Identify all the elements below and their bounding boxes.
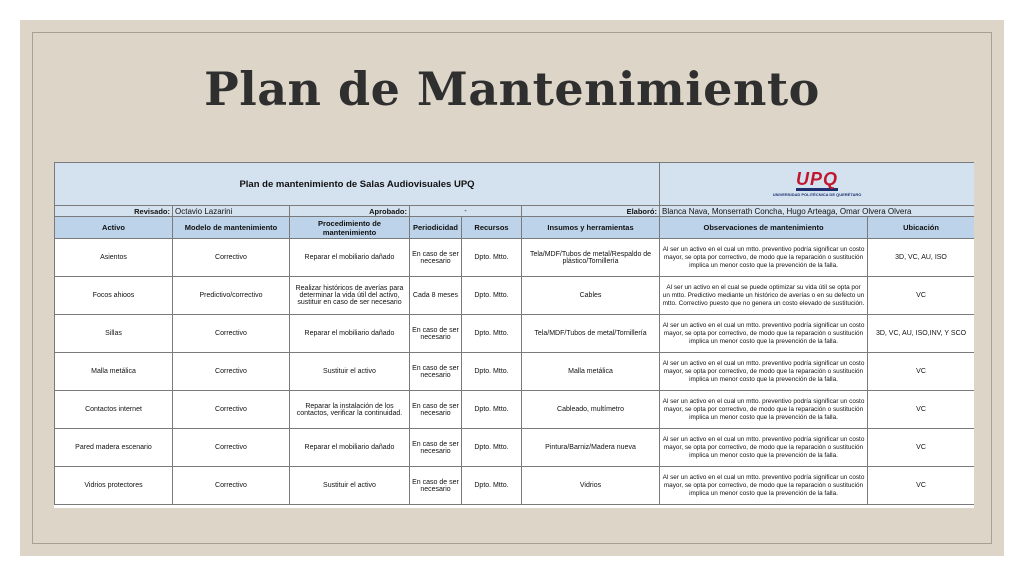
table-cell: En caso de ser necesario bbox=[410, 239, 462, 277]
table-cell: Correctivo bbox=[173, 353, 290, 391]
table-cell: Sustituir el activo bbox=[290, 467, 410, 505]
table-cell: Cableado, multímetro bbox=[522, 391, 660, 429]
table-cell: VC bbox=[868, 277, 974, 315]
table-cell: Cada 8 meses bbox=[410, 277, 462, 315]
table-cell: Reparar el mobiliario dañado bbox=[290, 315, 410, 353]
table-cell: Sillas bbox=[55, 315, 173, 353]
table-body bbox=[55, 239, 975, 505]
prepared-value: Blanca Nava, Monserrath Concha, Hugo Arteaga, Omar Olvera Olvera bbox=[660, 206, 974, 217]
table-cell: Malla metálica bbox=[522, 353, 660, 391]
table-cell: Al ser un activo en el cual un mtto. preventivo podría significar un costo mayor, se opta por correctivo, de modo que la reparación o sustitución implica un menor costo que la prevención de la falla. bbox=[660, 353, 868, 391]
table-cell: Vidrios bbox=[522, 467, 660, 505]
table-cell: Tela/MDF/Tubos de metal/Respaldo de plástico/Tornillería bbox=[522, 239, 660, 277]
column-header: Ubicación bbox=[868, 217, 974, 239]
table-cell: Contactos internet bbox=[55, 391, 173, 429]
slide-title: Plan de Mantenimiento bbox=[204, 62, 820, 116]
table-cell: Al ser un activo en el cual un mtto. preventivo podría significar un costo mayor, se opta por correctivo, de modo que la reparación o sustitución implica un menor costo que la prevención de la falla. bbox=[660, 467, 868, 505]
table-cell: Correctivo bbox=[173, 239, 290, 277]
table-cell: Sustituir el activo bbox=[290, 353, 410, 391]
table-cell: Al ser un activo en el cual un mtto. preventivo podría significar un costo mayor, se opta por correctivo, de modo que la reparación o sustitución implica un menor costo que la prevención de la falla. bbox=[660, 429, 868, 467]
table-cell: Predictivo/correctivo bbox=[173, 277, 290, 315]
column-header: Procedimiento de mantenimiento bbox=[290, 217, 410, 239]
table-cell: 3D, VC, AU, ISO,INV, Y SCO bbox=[868, 315, 974, 353]
table-cell: Pared madera escenario bbox=[55, 429, 173, 467]
column-header: Observaciones de mantenimiento bbox=[660, 217, 868, 239]
column-header: Recursos bbox=[462, 217, 522, 239]
table-cell: En caso de ser necesario bbox=[410, 353, 462, 391]
table-cell: Cables bbox=[522, 277, 660, 315]
column-header: Activo bbox=[55, 217, 173, 239]
table-cell: Correctivo bbox=[173, 315, 290, 353]
logo-text: UPQ bbox=[796, 169, 839, 189]
table-cell: Vidrios protectores bbox=[55, 467, 173, 505]
table-row bbox=[55, 391, 975, 429]
table-cell: En caso de ser necesario bbox=[410, 467, 462, 505]
table-cell: Correctivo bbox=[173, 391, 290, 429]
table-cell: Dpto. Mtto. bbox=[462, 277, 522, 315]
table-cell: Dpto. Mtto. bbox=[462, 467, 522, 505]
table-row bbox=[55, 353, 975, 391]
table-row bbox=[55, 467, 975, 505]
table-row bbox=[55, 239, 975, 277]
table-cell: VC bbox=[868, 353, 974, 391]
table-cell: Reparar la instalación de los contactos, verificar la continuidad. bbox=[290, 391, 410, 429]
maintenance-table bbox=[54, 162, 974, 505]
table-cell: Correctivo bbox=[173, 429, 290, 467]
table-cell: En caso de ser necesario bbox=[410, 429, 462, 467]
header-row bbox=[55, 217, 975, 239]
table-cell: Dpto. Mtto. bbox=[462, 315, 522, 353]
table-cell: En caso de ser necesario bbox=[410, 391, 462, 429]
table-cell: Dpto. Mtto. bbox=[462, 391, 522, 429]
column-header: Insumos y herramientas bbox=[522, 217, 660, 239]
table-row bbox=[55, 429, 975, 467]
reviewed-label: Revisado: bbox=[55, 206, 173, 217]
table-cell: Al ser un activo en el cual un mtto. preventivo podría significar un costo mayor, se opta por correctivo, de modo que la reparación o sustitución implica un menor costo que la prevención de la falla. bbox=[660, 315, 868, 353]
sheet-title: Plan de mantenimiento de Salas Audiovisuales UPQ bbox=[55, 163, 660, 206]
table-cell: Al ser un activo en el cual un mtto. preventivo podría significar un costo mayor, se opta por correctivo, de modo que la reparación o sustitución implica un menor costo que la prevención de la falla. bbox=[660, 391, 868, 429]
table-cell: Focos ahioos bbox=[55, 277, 173, 315]
table-cell: Dpto. Mtto. bbox=[462, 429, 522, 467]
approved-label: Aprobado: bbox=[290, 206, 410, 217]
table-cell: Malla metálica bbox=[55, 353, 173, 391]
reviewed-value: Octavio Lazarini bbox=[173, 206, 290, 217]
table-cell: Correctivo bbox=[173, 467, 290, 505]
table-cell: VC bbox=[868, 391, 974, 429]
table-row bbox=[55, 277, 975, 315]
table-cell: Realizar históricos de averías para determinar la vida útil del activo, sustituir en caso de ser necesario bbox=[290, 277, 410, 315]
table-cell: En caso de ser necesario bbox=[410, 315, 462, 353]
prepared-label: Elaboró: bbox=[522, 206, 660, 217]
table-cell: Al ser un activo en el cual se puede optimizar su vida útil se opta por un mtto. Predictivo mediante un histórico de averías o en su defecto un mtto. Correctivo puesto que no genera un costo elevado de sustitución. bbox=[660, 277, 868, 315]
table-cell: VC bbox=[868, 467, 974, 505]
logo bbox=[660, 163, 974, 206]
table-row bbox=[55, 315, 975, 353]
approved-value: - bbox=[410, 206, 522, 217]
table-cell: Dpto. Mtto. bbox=[462, 239, 522, 277]
column-header: Modelo de mantenimiento bbox=[173, 217, 290, 239]
table-cell: VC bbox=[868, 429, 974, 467]
table-cell: Dpto. Mtto. bbox=[462, 353, 522, 391]
table-cell: Tela/MDF/Tubos de metal/Tornillería bbox=[522, 315, 660, 353]
column-header: Periodicidad bbox=[410, 217, 462, 239]
table-cell: Al ser un activo en el cual un mtto. preventivo podría significar un costo mayor, se opta por correctivo, de modo que la reparación o sustitución implica un menor costo que la prevención de la falla. bbox=[660, 239, 868, 277]
table-cell: Asientos bbox=[55, 239, 173, 277]
logo-subtitle: UNIVERSIDAD POLITÉCNICA DE QUERÉTARO bbox=[772, 192, 862, 197]
table-cell: Reparar el mobiliario dañado bbox=[290, 239, 410, 277]
table-cell: Reparar el mobiliario dañado bbox=[290, 429, 410, 467]
table-cell: 3D, VC, AU, ISO bbox=[868, 239, 974, 277]
table-cell: Pintura/Barniz/Madera nueva bbox=[522, 429, 660, 467]
spreadsheet-image bbox=[54, 162, 974, 508]
